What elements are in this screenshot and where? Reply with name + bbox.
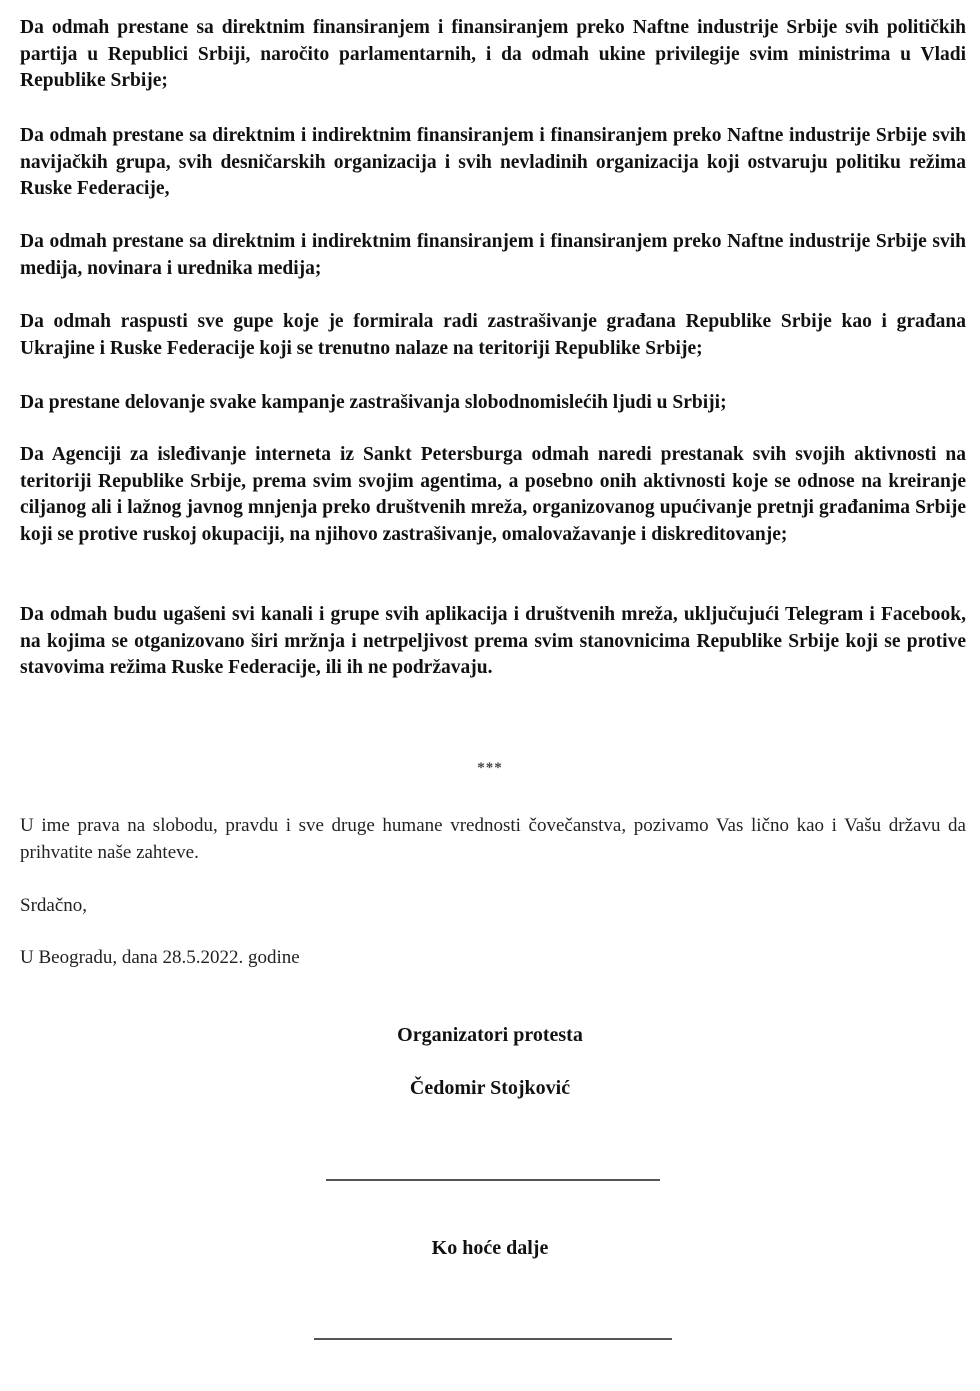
demand-paragraph-4: Da odmah raspusti sve gupe koje je formirala radi zastrašivanje građana Republike Srbije kao i građana Ukrajine i Ruske Federacije koji se trenutno nalaze na teritoriji Republike Srbije;: [20, 311, 966, 359]
signatory-organization: Ko hoće dalje: [431, 1237, 549, 1259]
section-separator: ***: [477, 760, 503, 776]
demand-paragraph-1: Da odmah prestane sa direktnim finansiranjem i finansiranjem preko Naftne industrije Srbije svih političkih partija u Republici Srbiji, naročito parlamentarnih, i da odmah ukine privilegije svim ministrima u Vladi Republike Srbije;: [20, 17, 966, 91]
demand-paragraph-5: Da prestane delovanje svake kampanje zastrašivanja slobodnomislećih ljudi u Srbiji;: [20, 392, 727, 413]
closing-paragraph: U ime prava na slobodu, pravdu i sve druge humane vrednosti čovečanstva, pozivamo Vas lično kao i Vašu državu da prihvatite naše zahteve.: [20, 815, 966, 863]
demand-paragraph-7: Da odmah budu ugašeni svi kanali i grupe svih aplikacija i društvenih mreža, uključujući Telegram i Facebook, na kojima se otganizovano širi mržnja i netrpeljivost prema svim stanovnicima Republike Srbije koji se protive stavovima režima Ruske Federacije, ili ih ne podržavaju.: [20, 604, 966, 678]
signature-line-2: [314, 1338, 672, 1340]
signatory-name: Čedomir Stojković: [409, 1077, 571, 1099]
place-and-date: U Beogradu, dana 28.5.2022. godine: [20, 947, 300, 968]
demand-paragraph-6: Da Agenciji za isleđivanje interneta iz Sankt Petersburga odmah naredi prestanak svih svojih aktivnosti na teritoriji Republike Srbije, prema svim svojim agentima, a posebno onih aktivnosti koje se odnose na kreiranje ciljanog ali i lažnog javnog mnjenja preko društvenih mreža, organizovanog upućivanje pretnji građanima Srbije koji se protive ruskoj okupaciji, na njihovo zastrašivanje, omalovažavanje i diskreditovanje;: [20, 444, 966, 545]
salutation: Srdačno,: [20, 895, 88, 916]
demand-paragraph-2: Da odmah prestane sa direktnim i indirektnim finansiranjem i finansiranjem preko Naftne industrije Srbije svih navijačkih grupa, svih desničarskih organizacija i svih nevladinih organizacija koji ostvaruju politiku režima Ruske Federacije,: [20, 125, 966, 199]
demand-paragraph-3: Da odmah prestane sa direktnim i indirektnim finansiranjem i finansiranjem preko Naftne industrije Srbije svih medija, novinara i urednika medija;: [20, 231, 966, 279]
signature-line-1: [326, 1179, 660, 1181]
signatory-group-label: Organizatori protesta: [397, 1024, 583, 1046]
